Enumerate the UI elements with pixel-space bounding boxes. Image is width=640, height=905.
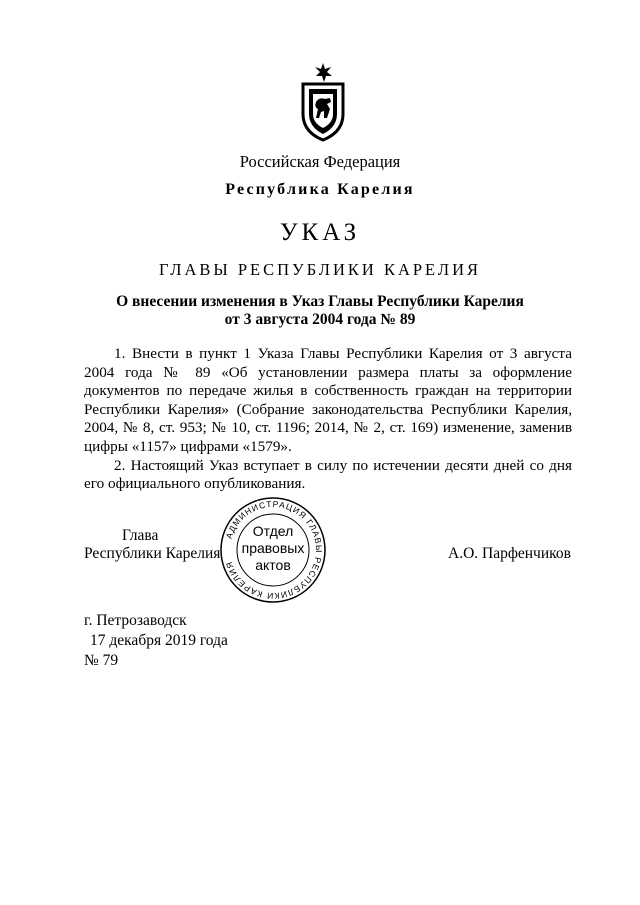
stamp-line-2: правовых [241, 540, 305, 556]
stamp-line-1: Отдел [252, 523, 294, 539]
issue-date: 17 декабря 2019 года [90, 632, 228, 649]
body-paragraph-1: 1. Внести в пункт 1 Указа Главы Республики Карелия от 3 августа 2004 года № 89 «Об установлении размера платы за оформление документов по передаче жилья в собственность граждан на территории Республики Карелия» (Собрание законодательства Республики Карелия, 2004, № 8, ст. 953; № 10, ст. 1196; 2014, № 2, ст. 169) изменение, заменив цифры «1157» цифрами «1579». [84, 345, 572, 455]
document-type: УКАЗ [279, 219, 361, 246]
federation-heading: Российская Федерация [239, 152, 401, 171]
subject-line-2: от 3 августа 2004 года № 89 [224, 311, 416, 328]
document-number: № 79 [84, 652, 119, 669]
body-paragraph-2: 2. Настоящий Указ вступает в силу по истечении десяти дней со дня его официального опубликования. [84, 456, 572, 493]
official-stamp-icon [214, 496, 332, 604]
issue-city: г. Петрозаводск [84, 612, 187, 629]
document-footer [84, 611, 228, 671]
stamp-line-3: актов [255, 557, 291, 573]
subject-line-1: О внесении изменения в Указ Главы Республики Карелия [116, 293, 524, 310]
stamp-ring-text: АДМИНИСТРАЦИЯ ГЛАВЫ РЕСПУБЛИКИ КАРЕЛИЯ [223, 498, 325, 602]
signatory-title: Глава [122, 527, 159, 544]
document-subject [0, 293, 640, 329]
signatory-name: А.О. Парфенчиков [448, 545, 571, 562]
karelia-coat-of-arms-icon [297, 62, 349, 142]
signatory-organization: Республики Карелия [84, 545, 221, 562]
issuer-heading: ГЛАВЫ РЕСПУБЛИКИ КАРЕЛИЯ [158, 260, 482, 279]
republic-heading: Республика Карелия [225, 181, 415, 198]
document-body [84, 345, 572, 494]
